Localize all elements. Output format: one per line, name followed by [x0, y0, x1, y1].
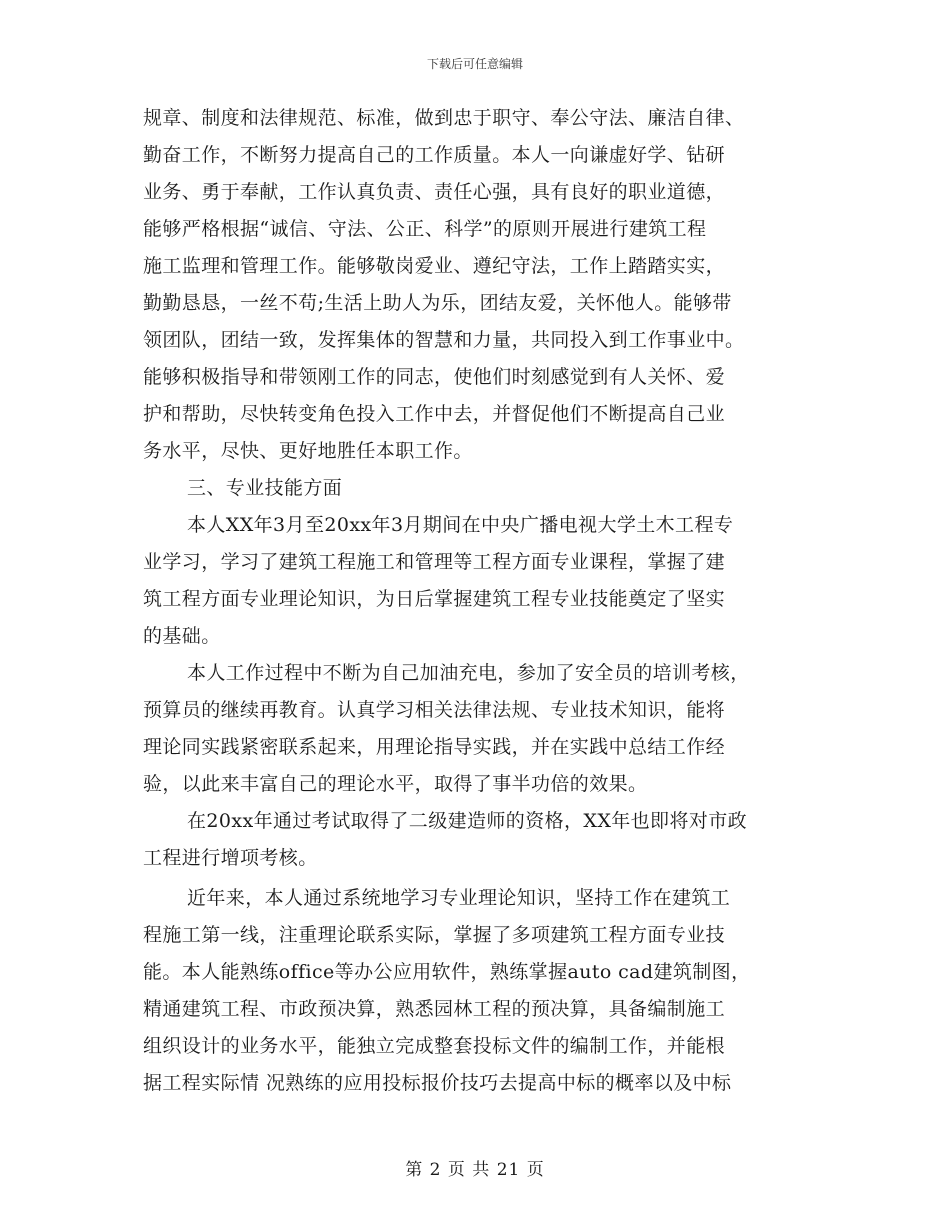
text-line: 工程进行增项考核。 [143, 847, 318, 869]
text-line: 施工监理和管理工作。能够敬岗爱业、遵纪守法，工作上踏踏实实， [143, 255, 726, 277]
text-line: 能。本人能熟练office等办公应用软件，熟练掌握auto cad建筑制图， [143, 961, 751, 983]
text-line: 的基础。 [143, 625, 221, 647]
text-line: 规章、制度和法律规范、标准，做到忠于职守、奉公守法、廉洁自律、 [143, 107, 745, 129]
text-line: 预算员的继续再教育。认真学习相关法律法规、专业技术知识，能将 [143, 699, 726, 721]
text-line: 护和帮助，尽快转变角色投入工作中去，并督促他们不断提高自己业 [143, 403, 726, 425]
text-line: 理论同实践紧密联系起来，用理论指导实践，并在实践中总结工作经 [143, 736, 726, 758]
text-line: 程施工第一线，注重理论联系实际，掌握了多项建筑工程方面专业技 [143, 924, 726, 946]
text-line: 验，以此来丰富自己的理论水平，取得了事半功倍的效果。 [143, 773, 648, 795]
text-line: 勤勤恳恳，一丝不苟;生活上助人为乐，团结友爱，关怀他人。能够带 [143, 292, 732, 314]
text-line: 筑工程方面专业理论知识，为日后掌握建筑工程专业技能奠定了坚实 [143, 588, 726, 610]
text-line: 近年来，本人通过系统地学习专业理论知识，坚持工作在建筑工 [187, 887, 731, 909]
text-line: 组织设计的业务水平，能独立完成整套投标文件的编制工作，并能根 [143, 1035, 726, 1057]
text-line: 业务、勇于奉献，工作认真负责、责任心强，具有良好的职业道德， [143, 181, 726, 203]
text-line: 能够积极指导和带领刚工作的同志，使他们时刻感觉到有人关怀、爱 [143, 366, 726, 388]
text-line: 精通建筑工程、市政预决算，熟悉园林工程的预决算，具备编制施工 [143, 998, 726, 1020]
text-line: 据工程实际情 况熟练的应用投标报价技巧去提高中标的概率以及中标 [143, 1072, 732, 1094]
text-line: 业学习，学习了建筑工程施工和管理等工程方面专业课程，掌握了建 [143, 551, 726, 573]
text-line: 领团队，团结一致，发挥集体的智慧和力量，共同投入到工作事业中。 [143, 329, 745, 351]
text-line: 本人工作过程中不断为自己加油充电，参加了安全员的培训考核， [187, 662, 750, 684]
text-line: 在20xx年通过考试取得了二级建造师的资格，XX年也即将对市政 [187, 810, 748, 832]
page-header: 下载后可任意编辑 [426, 57, 523, 71]
text-line: 勤奋工作，不断努力提高自己的工作质量。本人一向谦虚好学、钻研 [143, 144, 726, 166]
text-line: 能够严格根据“诚信、守法、公正、科学”的原则开展进行建筑工程 [143, 218, 707, 240]
text-line: 本人XX年3月至20xx年3月期间在中央广播电视大学土木工程专 [187, 514, 734, 536]
page-number-footer: 第 2 页 共 21 页 [405, 1160, 545, 1180]
text-line: 务水平，尽快、更好地胜任本职工作。 [143, 440, 473, 462]
section-heading: 三、专业技能方面 [187, 477, 343, 499]
